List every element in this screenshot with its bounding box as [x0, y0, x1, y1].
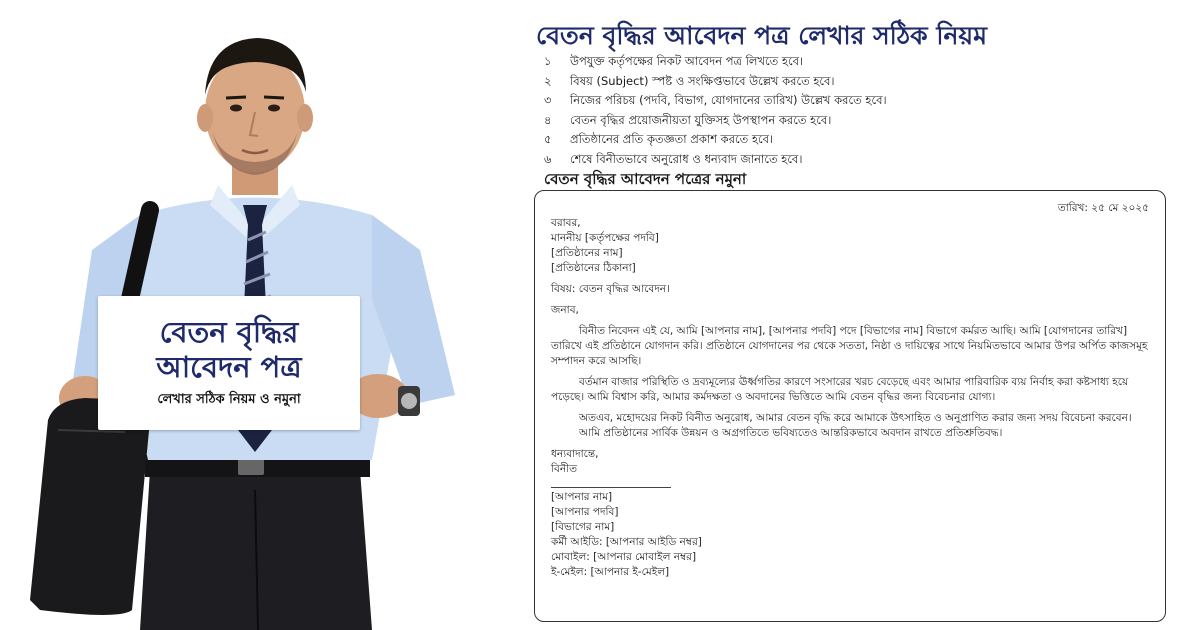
signature-line — [551, 487, 671, 488]
hero-illustration — [0, 0, 520, 630]
list-item — [544, 150, 1154, 170]
rule-number: ৬ — [544, 151, 552, 166]
rule-text: উপযুক্ত কর্তৃপক্ষের নিকট আবেদন পত্র লিখতে হবে। — [570, 54, 804, 68]
signature-name: [আপনার নাম] — [551, 491, 613, 503]
rule-text: প্রতিষ্ঠানের প্রতি কৃতজ্ঞতা প্রকাশ করতে হবে। — [570, 132, 774, 146]
letter-paragraph-1: বিনীত নিবেদন এই যে, আমি [আপনার নাম], [আপনার পদবি] পদে [বিভাগের নাম] বিভাগে কর্মরত আছি। আমি [যোগদানের তারিখ] তারিখে এই প্রতিষ্ঠানে যোগদান করি। প্রতিষ্ঠানে যোগদানের পর থেকে সততা, নিষ্ঠা ও দায়িত্বের সাথে নিয়মিতভাবে আমার উপর অর্পিত কাজসমূহ সম্পাদন করে আসছি। — [551, 325, 1148, 367]
letter-subject: বিষয়: বেতন বৃদ্ধির আবেদন। — [551, 283, 670, 295]
rule-number: ২ — [544, 73, 552, 88]
signature-department: [বিভাগের নাম] — [551, 521, 615, 533]
signature-mobile: মোবাইল: [আপনার মোবাইল নম্বর] — [551, 551, 697, 563]
signature-email: ই-মেইল: [আপনার ই-মেইল] — [551, 566, 670, 578]
rule-number: ১ — [544, 54, 552, 68]
letter-recipient: মাননীয় [কর্তৃপক্ষের পদবি] — [551, 232, 659, 244]
list-item — [544, 91, 1154, 111]
letter-organization: [প্রতিষ্ঠানের নাম] — [551, 247, 623, 259]
rule-number: ৩ — [544, 93, 552, 107]
sign-title-line-2: আবেদন পত্র — [156, 349, 302, 384]
rules-list — [544, 52, 1154, 169]
rule-text: নিজের পরিচয় (পদবি, বিভাগ, যোগদানের তারিখ) উল্লেখ করতে হবে। — [570, 93, 887, 107]
rule-number: ৫ — [544, 132, 552, 146]
list-item — [544, 52, 1154, 72]
list-item — [544, 130, 1154, 150]
letter-date: তারিখ: ২৫ মে ২০২৫ — [1057, 202, 1149, 214]
signature-employee-id: কর্মী আইডি: [আপনার আইডি নম্বর] — [551, 536, 702, 548]
sign-subtitle: লেখার সঠিক নিয়ম ও নমুনা — [157, 392, 301, 408]
list-item — [544, 111, 1154, 131]
letter-paragraph-3: অতএব, মহোদয়ের নিকট বিনীত অনুরোধ, আমার বেতন বৃদ্ধি করে আমাকে উৎসাহিত ও অনুপ্রাণিত করার জন্য সদয় বিবেচনা করবেন। — [579, 412, 1132, 424]
letter-paragraph-4: আমি প্রতিষ্ঠানের সার্বিক উন্নয়ন ও অগ্রগতিতে ভবিষ্যতেও আন্তরিকভাবে অবদান রাখতে প্রতিশ্রুতিবদ্ধ। — [579, 427, 1003, 439]
signature-title: [আপনার পদবি] — [551, 506, 619, 518]
sample-letter — [534, 190, 1166, 622]
letter-salutation: জনাব, — [551, 304, 579, 316]
sample-heading: বেতন বৃদ্ধির আবেদন পত্রের নমুনা — [544, 170, 747, 188]
rule-text: বেতন বৃদ্ধির প্রয়োজনীয়তা যুক্তিসহ উপস্থাপন করতে হবে। — [570, 112, 832, 127]
rule-text: বিষয় (Subject) স্পষ্ট ও সংক্ষিপ্তভাবে উল্লেখ করতে হবে। — [570, 73, 835, 88]
rule-text: শেষে বিনীতভাবে অনুরোধ ও ধন্যবাদ জানাতে হবে। — [570, 151, 803, 166]
letter-paragraph-2: বর্তমান বাজার পরিস্থিতি ও দ্রব্যমূল্যের ঊর্ধ্বগতির কারণে সংসারের খরচ বেড়েছে এবং আমার পারিবারিক ব্যয় নির্বাহ করা কষ্টসাধ্য হয়ে পড়েছে। আমি বিশ্বাস করি, আমার কর্মদক্ষতা ও অবদানের ভিত্তিতে আমি বেতন বৃদ্ধির জন্য বিবেচনার যোগ্য। — [551, 376, 1129, 403]
list-item — [544, 72, 1154, 92]
letter-to: বরাবর, — [551, 217, 581, 229]
hero-sign — [98, 296, 360, 430]
rule-number: ৪ — [544, 112, 552, 127]
sign-title-line-1: বেতন বৃদ্ধির — [159, 314, 299, 349]
letter-address: [প্রতিষ্ঠানের ঠিকানা] — [551, 262, 636, 274]
page-title: বেতন বৃদ্ধির আবেদন পত্র লেখার সঠিক নিয়ম — [536, 21, 988, 50]
letter-yours: বিনীত — [551, 463, 577, 475]
article-content — [530, 0, 1190, 630]
letter-closing: ধন্যবাদান্তে, — [551, 448, 599, 460]
